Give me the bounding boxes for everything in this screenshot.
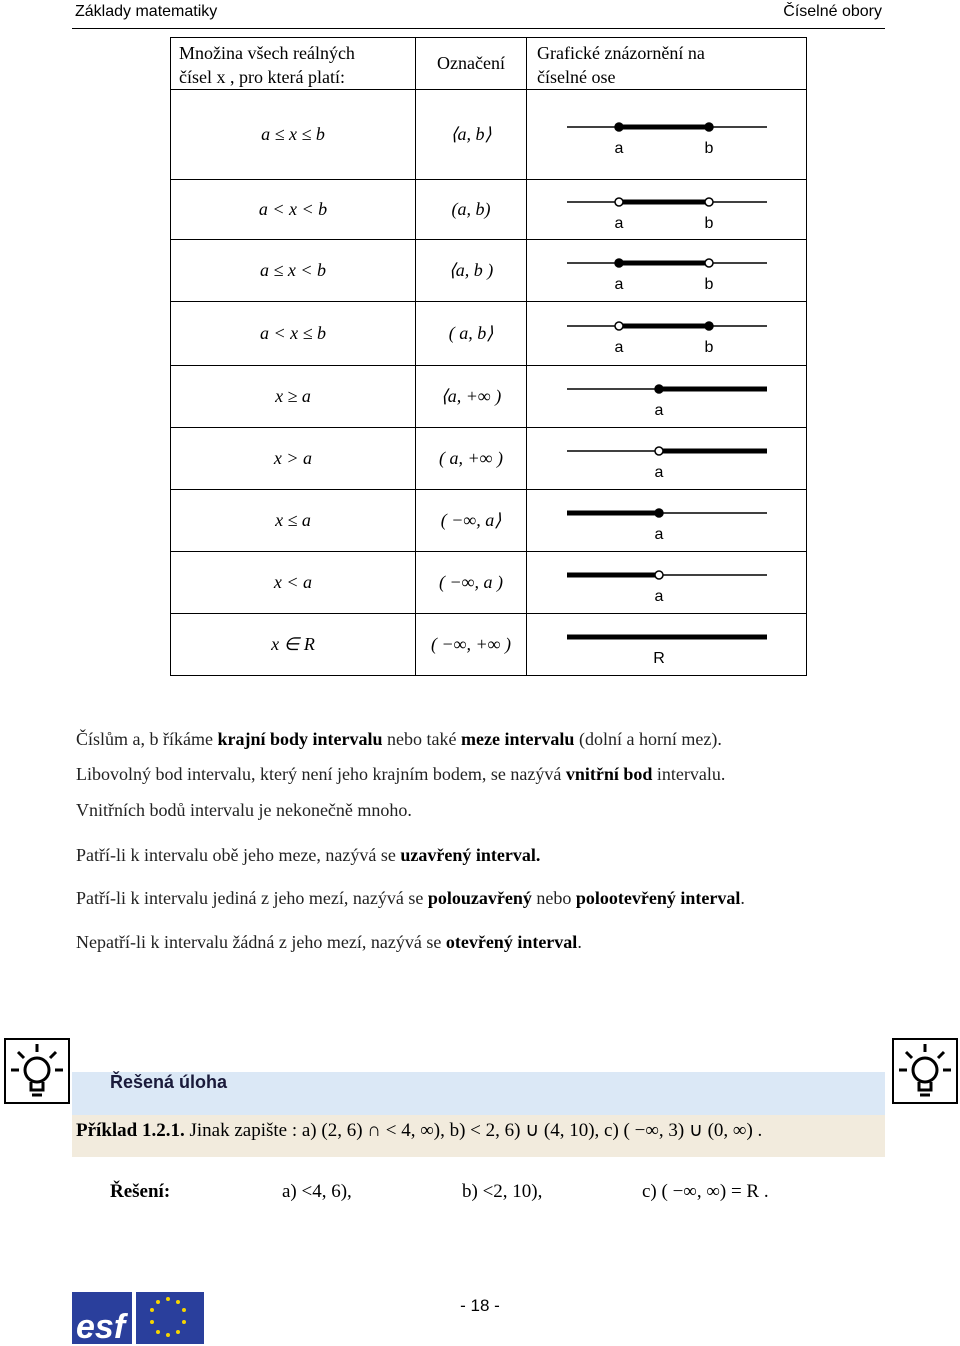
closed-endpoint xyxy=(705,123,713,131)
endpoint-label: R xyxy=(652,649,665,667)
number-line-icon xyxy=(567,243,767,299)
task-title: Řešená úloha xyxy=(110,1072,228,1092)
paragraph-halfopen: Patří-li k intervalu jediná z jeho mezí, nazývá se polouzavřený nebo polootevřený interval. xyxy=(76,888,745,908)
condition-cell: x ≥ a xyxy=(171,366,416,428)
open-endpoint xyxy=(655,571,663,579)
number-line-cell xyxy=(527,428,807,490)
closed-endpoint xyxy=(655,509,663,517)
interval-table xyxy=(170,37,807,676)
notation-cell: ( −∞, +∞ ) xyxy=(416,614,527,676)
table-row xyxy=(171,240,807,302)
solution-a: a) <4, 6), xyxy=(282,1181,352,1202)
endpoint-label: b xyxy=(704,214,713,232)
endpoint-label: a xyxy=(614,338,623,356)
col3-header: Grafické znázornění na číselné ose xyxy=(527,38,807,90)
endpoint-label: a xyxy=(654,525,663,543)
endpoint-label: a xyxy=(614,139,623,157)
number-line-cell xyxy=(527,366,807,428)
endpoint-label: a xyxy=(654,587,663,605)
number-line-cell xyxy=(527,180,807,240)
paragraph-open: Nepatří-li k intervalu žádná z jeho mezí, nazývá se otevřený interval. xyxy=(76,932,582,952)
open-endpoint xyxy=(655,447,663,455)
endpoint-label: b xyxy=(704,275,713,293)
paragraph-closed: Patří-li k intervalu obě jeho meze, nazývá se uzavřený interval. xyxy=(76,845,541,865)
table-row xyxy=(171,90,807,180)
table-header-row xyxy=(171,38,807,90)
solved-task-box xyxy=(72,1072,885,1157)
notation-cell: ⟨a, +∞ ) xyxy=(416,366,527,428)
condition-cell: x > a xyxy=(171,428,416,490)
open-endpoint xyxy=(615,322,623,330)
table-row xyxy=(171,302,807,366)
number-line-icon xyxy=(567,493,767,549)
notation-cell: ( −∞, a⟩ xyxy=(416,490,527,552)
condition-cell: a ≤ x ≤ b xyxy=(171,90,416,180)
solution-label: Řešení: xyxy=(110,1181,171,1202)
open-endpoint xyxy=(705,198,713,206)
closed-endpoint xyxy=(615,259,623,267)
header-right: Číselné obory xyxy=(783,3,882,20)
condition-cell: a ≤ x < b xyxy=(171,240,416,302)
condition-cell: x ≤ a xyxy=(171,490,416,552)
number-line-cell xyxy=(527,490,807,552)
endpoint-label: a xyxy=(654,401,663,419)
number-line-icon xyxy=(567,306,767,362)
number-line-icon xyxy=(567,555,767,611)
table-row xyxy=(171,490,807,552)
closed-endpoint xyxy=(615,123,623,131)
condition-cell: x < a xyxy=(171,552,416,614)
number-line-cell xyxy=(527,90,807,180)
number-line-icon xyxy=(567,369,767,425)
condition-cell: x ∈ R xyxy=(171,614,416,676)
paragraph-infinite: Vnitřních bodů intervalu je nekonečně mnoho. xyxy=(76,800,412,820)
number-line-icon xyxy=(567,431,767,487)
endpoint-label: a xyxy=(614,214,623,232)
open-endpoint xyxy=(615,198,623,206)
lightbulb-icon xyxy=(4,1038,70,1104)
number-line-cell xyxy=(527,614,807,676)
closed-endpoint xyxy=(655,385,663,393)
table-row xyxy=(171,552,807,614)
condition-cell: a < x ≤ b xyxy=(171,302,416,366)
table-row xyxy=(171,614,807,676)
condition-cell: a < x < b xyxy=(171,180,416,240)
page-number: - 18 - xyxy=(460,1296,500,1315)
endpoint-label: a xyxy=(614,275,623,293)
notation-cell: (a, b) xyxy=(416,180,527,240)
number-line-icon xyxy=(567,182,767,238)
notation-cell: ( −∞, a ) xyxy=(416,552,527,614)
col2-header: Označení xyxy=(416,38,527,90)
table-row xyxy=(171,180,807,240)
solution-b: b) <2, 10), xyxy=(462,1181,543,1202)
page-header xyxy=(72,0,885,29)
notation-cell: ( a, +∞ ) xyxy=(416,428,527,490)
number-line-cell xyxy=(527,240,807,302)
number-line-cell xyxy=(527,552,807,614)
number-line-icon xyxy=(567,617,767,673)
task-example: Příklad 1.2.1. Jinak zapište : a) (2, 6) ∩ < 4, ∞), b) < 2, 6) ∪ (4, 10), c) ( −∞, 3) ∪ (0, ∞) . xyxy=(76,1120,763,1141)
lightbulb-icon xyxy=(892,1038,958,1104)
endpoint-label: b xyxy=(704,139,713,157)
notation-cell: ( a, b⟩ xyxy=(416,302,527,366)
number-line-icon xyxy=(567,107,767,163)
table-row xyxy=(171,428,807,490)
closed-endpoint xyxy=(705,322,713,330)
solution-c: c) ( −∞, ∞) = R . xyxy=(642,1181,769,1202)
endpoint-label: a xyxy=(654,463,663,481)
paragraph-inner-point: Libovolný bod intervalu, který není jeho krajním bodem, se nazývá vnitřní bod intervalu. xyxy=(76,764,726,784)
notation-cell: ⟨a, b⟩ xyxy=(416,90,527,180)
open-endpoint xyxy=(705,259,713,267)
notation-cell: ⟨a, b ) xyxy=(416,240,527,302)
number-line-cell xyxy=(527,302,807,366)
table-row xyxy=(171,366,807,428)
logo-text: esf xyxy=(76,1308,126,1344)
endpoint-label: b xyxy=(704,338,713,356)
header-left: Základy matematiky xyxy=(75,3,218,20)
col1-header: Množina všech reálných čísel x , pro která platí: xyxy=(171,38,416,90)
paragraph-bounds: Číslům a, b říkáme krajní body intervalu nebo také meze intervalu (dolní a horní mez). xyxy=(76,729,722,749)
